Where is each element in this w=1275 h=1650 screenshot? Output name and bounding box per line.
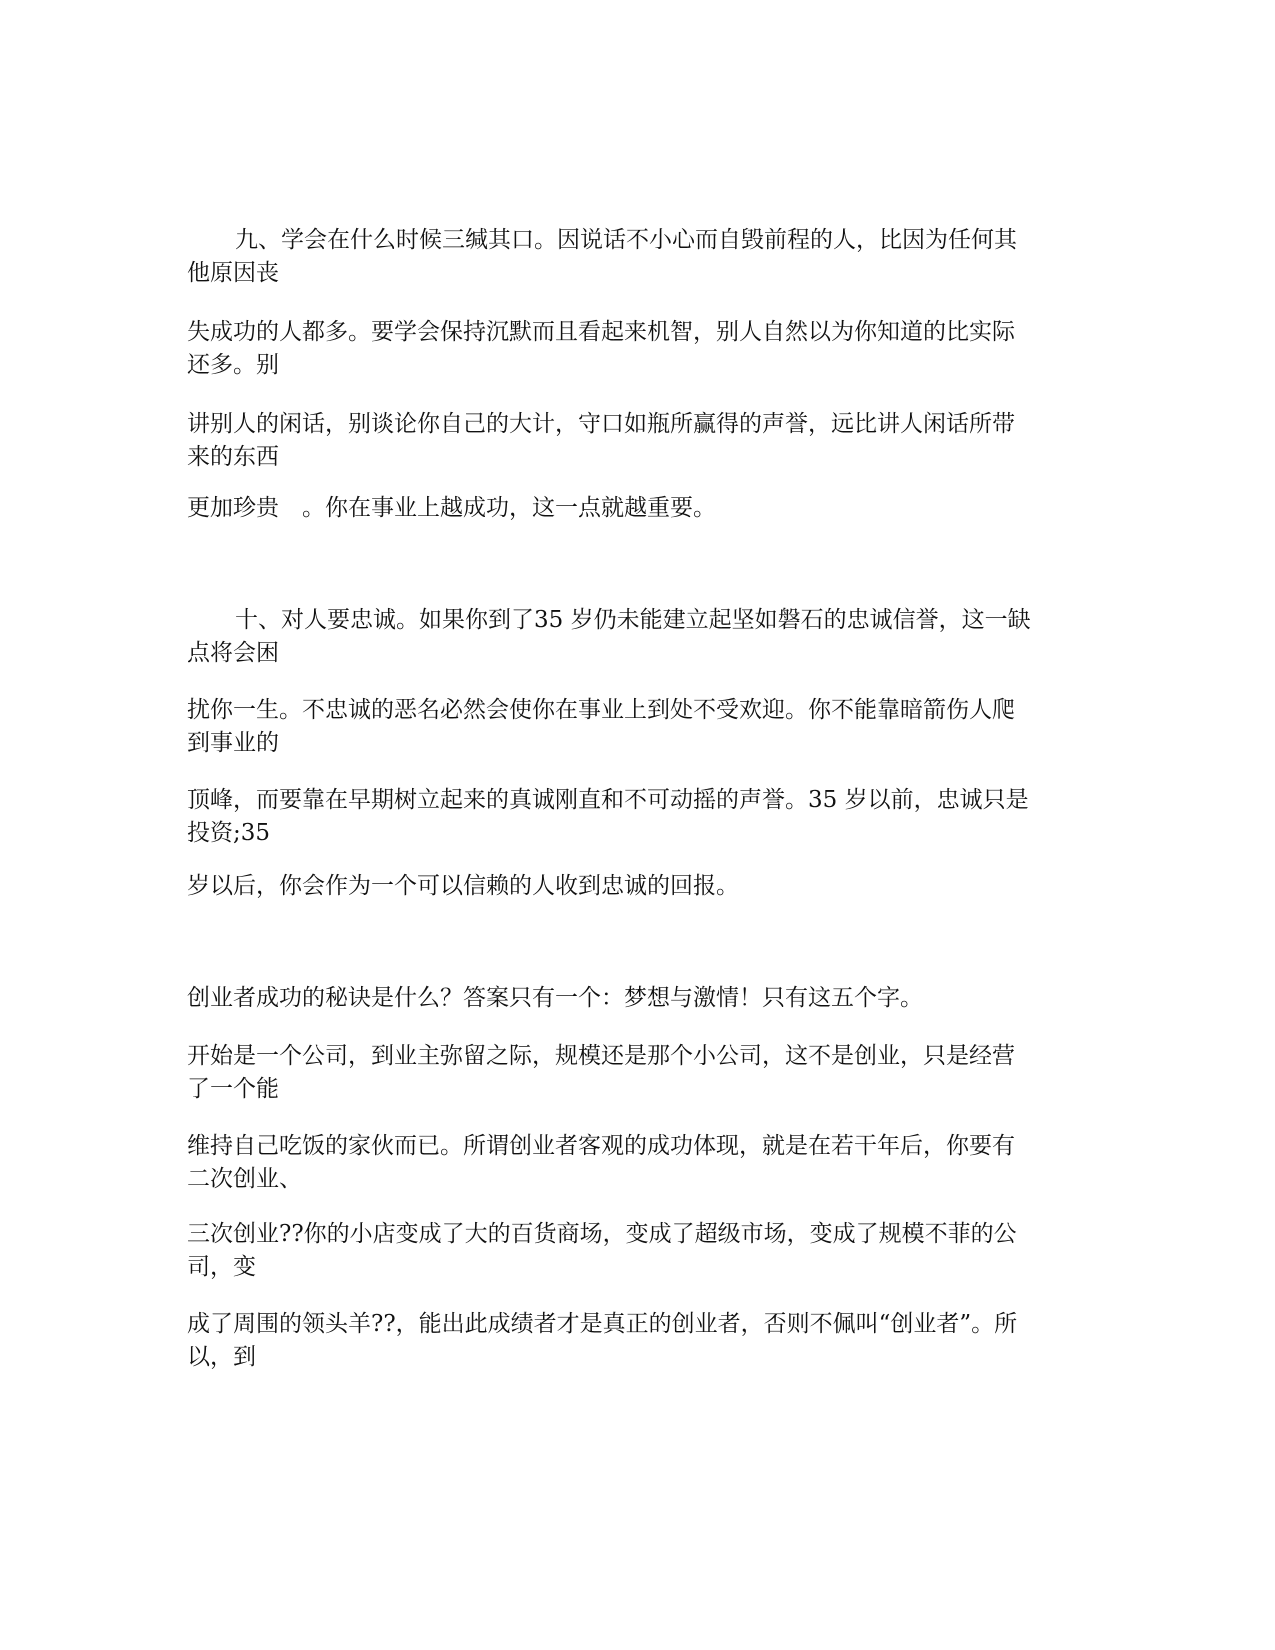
text-line: 点将会困 xyxy=(187,640,279,666)
paragraph-ten-3 xyxy=(187,784,1107,850)
text-line: 开始是一个公司，到业主弥留之际，规模还是那个小公司，这不是创业，只是经营 xyxy=(187,1043,1015,1069)
text-line: 维持自己吃饭的家伙而已。所谓创业者客观的成功体现，就是在若干年后，你要有 xyxy=(187,1133,1015,1159)
text-line: 二次创业、 xyxy=(187,1166,302,1192)
text-line: 以，到 xyxy=(187,1344,256,1370)
text-line: 成了周围的领头羊??，能出此成绩者才是真正的创业者，否则不佩叫“创业者”。所 xyxy=(187,1311,1018,1337)
text-line: 岁以后，你会作为一个可以信赖的人收到忠诚的回报。 xyxy=(187,873,739,899)
paragraph-ten-4 xyxy=(187,870,1107,903)
text-line: 九、学会在什么时候三缄其口。因说话不小心而自毁前程的人，比因为任何其 xyxy=(235,227,1017,253)
text-line: 了一个能 xyxy=(187,1076,279,1102)
paragraph-entrepreneur-2 xyxy=(187,1040,1107,1106)
text-line: 更加珍贵 。你在事业上越成功，这一点就越重要。 xyxy=(187,495,716,521)
text-line: 他原因丧 xyxy=(187,260,279,286)
text-line: 来的东西 xyxy=(187,444,279,470)
text-line: 三次创业??你的小店变成了大的百货商场，变成了超级市场，变成了规模不菲的公 xyxy=(187,1221,1017,1247)
text-line: 讲别人的闲话，别谈论你自己的大计，守口如瓶所赢得的声誉，远比讲人闲话所带 xyxy=(187,411,1015,437)
text-line: 投资;35 xyxy=(187,820,271,846)
paragraph-entrepreneur-5 xyxy=(187,1308,1107,1374)
text-line: 失成功的人都多。要学会保持沉默而且看起来机智，别人自然以为你知道的比实际 xyxy=(187,319,1015,345)
text-line: 还多。别 xyxy=(187,352,279,378)
paragraph-entrepreneur-4 xyxy=(187,1218,1107,1284)
text-line: 扰你一生。不忠诚的恶名必然会使你在事业上到处不受欢迎。你不能靠暗箭伤人爬 xyxy=(187,697,1015,723)
paragraph-nine-2 xyxy=(187,316,1107,382)
paragraph-entrepreneur-1 xyxy=(187,982,1107,1015)
paragraph-ten-2 xyxy=(187,694,1107,760)
text-line: 创业者成功的秘诀是什么？答案只有一个：梦想与激情！只有这五个字。 xyxy=(187,985,923,1011)
paragraph-nine-3 xyxy=(187,408,1107,474)
text-line: 顶峰，而要靠在早期树立起来的真诚刚直和不可动摇的声誉。35 岁以前，忠诚只是 xyxy=(187,787,1029,813)
paragraph-nine-1 xyxy=(187,224,1107,290)
paragraph-ten-1 xyxy=(187,604,1107,670)
text-line: 司，变 xyxy=(187,1254,256,1280)
paragraph-entrepreneur-3 xyxy=(187,1130,1107,1196)
paragraph-nine-4 xyxy=(187,492,1107,525)
text-line: 十、对人要忠诚。如果你到了35 岁仍未能建立起坚如磐石的忠诚信誉，这一缺 xyxy=(235,607,1031,633)
text-line: 到事业的 xyxy=(187,730,279,756)
